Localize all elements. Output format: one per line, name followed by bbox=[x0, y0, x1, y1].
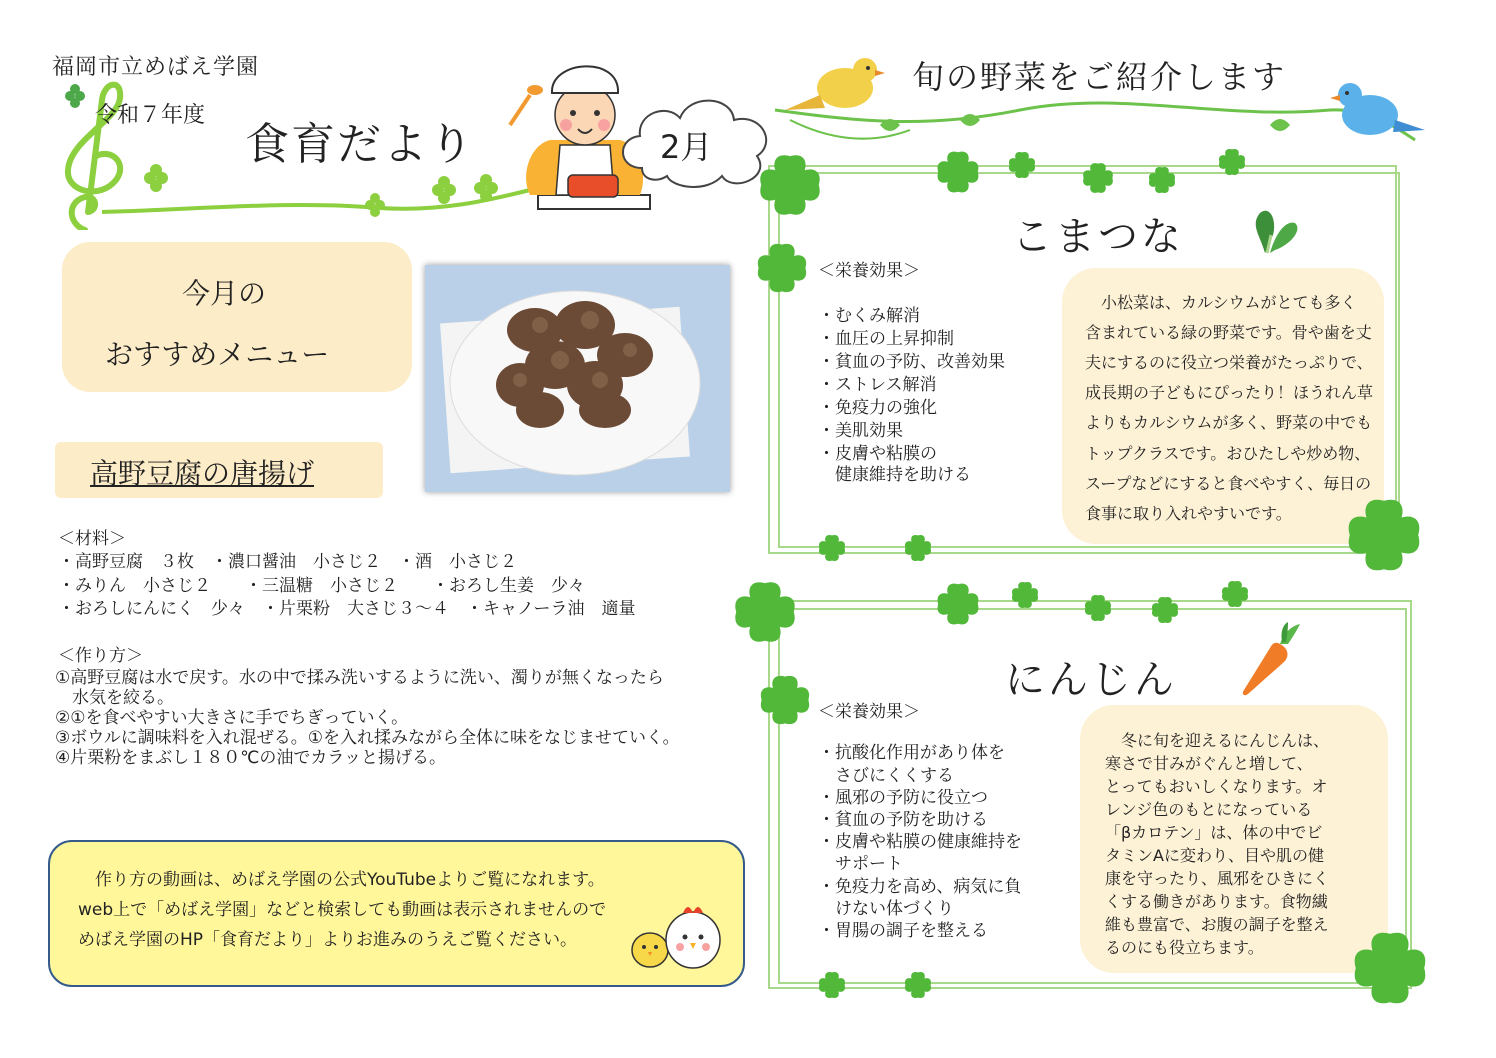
ninjin-desc-line: タミンAに変わり、目や肌の健 bbox=[1105, 846, 1324, 865]
komatsuna-desc-line: スープなどにすると食べやすく、毎日の bbox=[1085, 474, 1372, 493]
ninjin-desc-line: 維も豊富で、お腹の調子を整え bbox=[1105, 915, 1329, 934]
school-name: 福岡市立めばえ学園 bbox=[52, 55, 260, 80]
komatsuna-effects-heading: ＜栄養効果＞ bbox=[818, 261, 920, 281]
komatsuna-title: こまつな bbox=[1012, 214, 1184, 260]
ninjin-effect: サポート bbox=[818, 854, 903, 874]
ninjin-desc-line: 「βカロテン」は、体の中でビ bbox=[1105, 823, 1323, 842]
komatsuna-icon bbox=[1245, 205, 1305, 255]
step-line: ③ボウルに調味料を入れ混ぜる。①を入れ揉みながら全体に味をなじませていく。 bbox=[55, 728, 680, 748]
month-label: 2月 bbox=[660, 128, 713, 166]
komatsuna-effect: ・ストレス解消 bbox=[818, 375, 937, 395]
komatsuna-effect: ・貧血の予防、改善効果 bbox=[818, 352, 1005, 372]
step-line: 水気を絞る。 bbox=[55, 688, 174, 708]
ninjin-effect: ・免疫力を高め、病気に負 bbox=[818, 877, 1022, 897]
ninjin-effect: ・抗酸化作用があり体を bbox=[818, 743, 1005, 763]
ingredients-heading: ＜材料＞ bbox=[58, 529, 126, 549]
chick-icon bbox=[632, 933, 668, 967]
fiscal-year: 令和７年度 bbox=[95, 103, 206, 128]
ninjin-effect: ・貧血の予防を助ける bbox=[818, 810, 988, 830]
komatsuna-desc-line: 夫にするのに役立つ栄養がたっぷりで、 bbox=[1085, 353, 1373, 372]
step-line: ②①を食べやすい大きさに手でちぎっていく。 bbox=[55, 708, 409, 728]
clover-icon bbox=[144, 164, 168, 192]
komatsuna-desc-line: 成長期の子どもにぴったり！ほうれん草 bbox=[1085, 383, 1374, 402]
komatsuna-effect: ・血圧の上昇抑制 bbox=[818, 329, 954, 349]
bird-icon bbox=[1330, 83, 1425, 135]
bird-icon bbox=[785, 58, 885, 110]
ninjin-effect: ・胃腸の調子を整える bbox=[818, 921, 988, 941]
step-line: ①高野豆腐は水で戻す。水の中で揉み洗いするように洗い、濁りが無くなったら bbox=[55, 668, 664, 688]
ninjin-desc-line: 冬に旬を迎えるにんじんは、 bbox=[1105, 731, 1330, 750]
ninjin-desc-line: 寒さで甘みがぐんと増して、 bbox=[1105, 754, 1313, 773]
ninjin-effect: けない体づくり bbox=[818, 899, 954, 919]
chicks-illustration bbox=[628, 895, 728, 975]
step-line: ④片栗粉をまぶし１８０℃の油でカラッと揚げる。 bbox=[55, 748, 446, 768]
ninjin-effect: さびにくくする bbox=[818, 766, 954, 786]
ingredients-line: ・高野豆腐 ３枚 ・濃口醤油 小さじ２ ・酒 小さじ２ bbox=[58, 552, 517, 572]
komatsuna-effect: ・皮膚や粘膜の bbox=[818, 444, 937, 464]
youtube-note-line: めばえ学園のHP「食育だより」よりお進みのうえご覧ください。 bbox=[78, 930, 578, 950]
ninjin-effect: ・皮膚や粘膜の健康維持を bbox=[818, 832, 1022, 852]
dish-photo bbox=[425, 265, 730, 492]
komatsuna-effect: ・むくみ解消 bbox=[818, 306, 920, 326]
youtube-note-line: web上で「めばえ学園」などと検索しても動画は表示されませんので bbox=[78, 900, 607, 920]
komatsuna-effect: ・免疫力の強化 bbox=[818, 398, 937, 418]
rooster-icon bbox=[666, 907, 720, 968]
youtube-note-line: 作り方の動画は、めばえ学園の公式YouTubeよりご覧になれます。 bbox=[78, 870, 605, 890]
newsletter-title: 食育だより bbox=[245, 119, 475, 170]
ingredients-line: ・みりん 小さじ２ ・三温糖 小さじ２ ・おろし生姜 少々 bbox=[58, 576, 585, 596]
komatsuna-desc-line: 食事に取り入れやすいです。 bbox=[1085, 504, 1292, 523]
section-heading: 旬の野菜をご紹介します bbox=[912, 58, 1287, 96]
recommend-title-line2: おすすめメニュー bbox=[105, 338, 330, 371]
ninjin-effect: ・風邪の予防に役立つ bbox=[818, 788, 988, 808]
komatsuna-desc-line: よりもカルシウムが多く、野菜の中でも bbox=[1085, 413, 1373, 432]
ninjin-title: にんじん bbox=[1005, 657, 1177, 703]
ninjin-desc-line: レンジ色のもとになっている bbox=[1105, 800, 1313, 819]
carrot-icon bbox=[1240, 622, 1305, 697]
ninjin-desc-line: 康を守ったり、風邪をひきにく bbox=[1105, 869, 1330, 888]
ninjin-desc-line: とってもおいしくなります。オ bbox=[1105, 777, 1328, 796]
komatsuna-effect: 健康維持を助ける bbox=[818, 465, 971, 485]
komatsuna-desc-line: 小松菜は、カルシウムがとても多く bbox=[1085, 293, 1357, 312]
steps-heading: ＜作り方＞ bbox=[58, 646, 143, 666]
komatsuna-desc-line: 含まれている緑の野菜です。骨や歯を丈 bbox=[1085, 323, 1372, 342]
komatsuna-effect: ・美肌効果 bbox=[818, 421, 903, 441]
dish-name: 高野豆腐の唐揚げ bbox=[90, 457, 315, 490]
ingredients-line: ・おろしにんにく 少々 ・片栗粉 大さじ３～４ ・キャノーラ油 適量 bbox=[58, 599, 636, 619]
recommend-title-line1: 今月の bbox=[182, 277, 267, 310]
ninjin-effects-heading: ＜栄養効果＞ bbox=[818, 702, 920, 722]
ninjin-desc-line: くする働きがあります。食物繊 bbox=[1105, 892, 1328, 911]
komatsuna-desc-line: トップクラスです。おひたしや炒め物、 bbox=[1085, 444, 1371, 463]
ninjin-desc-line: るのにも役立ちます。 bbox=[1105, 938, 1264, 957]
